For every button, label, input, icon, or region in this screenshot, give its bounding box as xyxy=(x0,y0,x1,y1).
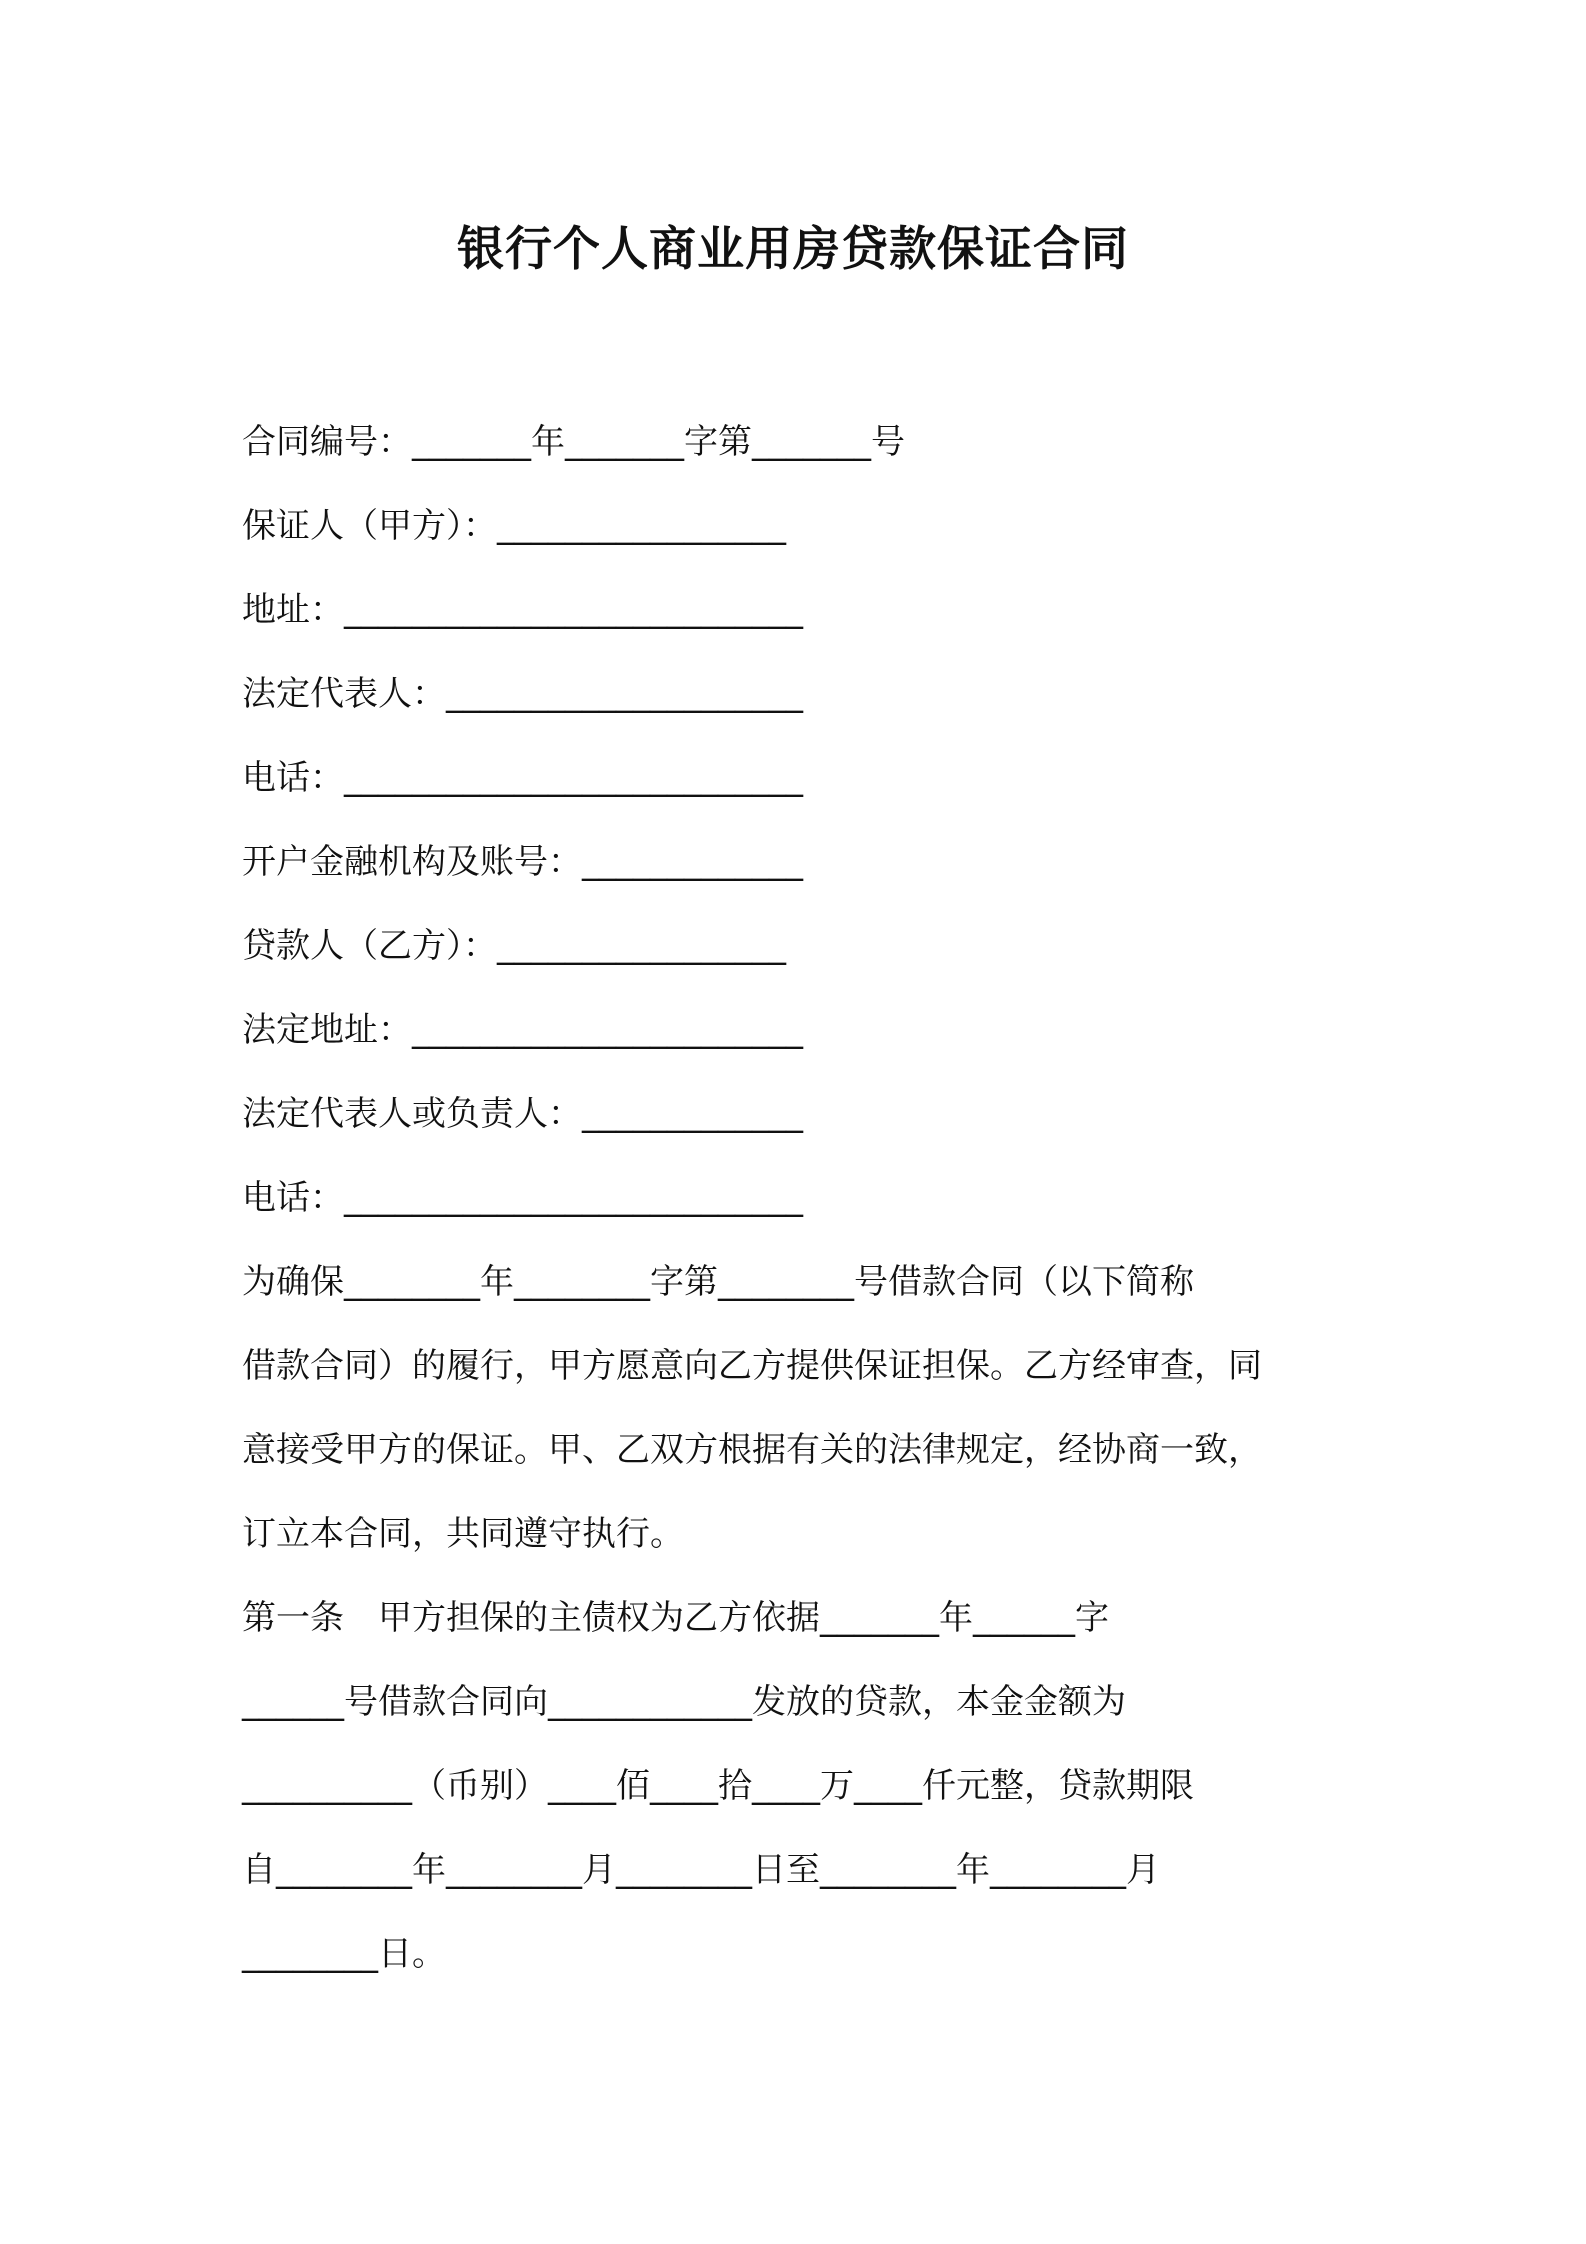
lender-address-line: 法定地址：_______________________ xyxy=(242,1010,803,1050)
guarantor-bank-account-line: 开户金融机构及账号：_____________ xyxy=(242,842,803,882)
guarantor-line: 保证人（甲方）：_________________ xyxy=(242,506,786,546)
lender-line: 贷款人（乙方）：_________________ xyxy=(242,926,786,966)
lender-representative-line: 法定代表人或负责人：_____________ xyxy=(242,1094,803,1134)
guarantor-phone-line: 电话：___________________________ xyxy=(242,758,803,798)
paragraph-line: 订立本合同，共同遵守执行。 xyxy=(242,1514,684,1554)
document-body xyxy=(242,400,1362,1996)
guarantor-legal-representative-line: 法定代表人：_____________________ xyxy=(242,674,803,714)
article-one-line: __________（币别）____佰____拾____万____仟元整，贷款期限 xyxy=(242,1766,1194,1806)
article-one-line: ________日。 xyxy=(242,1934,446,1974)
document-title: 银行个人商业用房贷款保证合同 xyxy=(457,222,1129,277)
article-one-line: 自________年________月________日至________年________月 xyxy=(242,1850,1160,1890)
paragraph-line: 意接受甲方的保证。甲、乙双方根据有关的法律规定，经协商一致， xyxy=(242,1430,1262,1470)
paragraph-line: 借款合同）的履行，甲方愿意向乙方提供保证担保。乙方经审查，同 xyxy=(242,1346,1262,1386)
paragraph-line: 为确保________年________字第________号借款合同（以下简称 xyxy=(242,1262,1194,1302)
article-one-line: ______号借款合同向____________发放的贷款，本金金额为 xyxy=(242,1682,1126,1722)
article-one-line: 第一条 甲方担保的主债权为乙方依据_______年______字 xyxy=(242,1598,1109,1638)
lender-phone-line: 电话：___________________________ xyxy=(242,1178,803,1218)
contract-number-line: 合同编号：_______年_______字第_______号 xyxy=(242,422,905,462)
guarantor-address-line: 地址：___________________________ xyxy=(242,590,803,630)
